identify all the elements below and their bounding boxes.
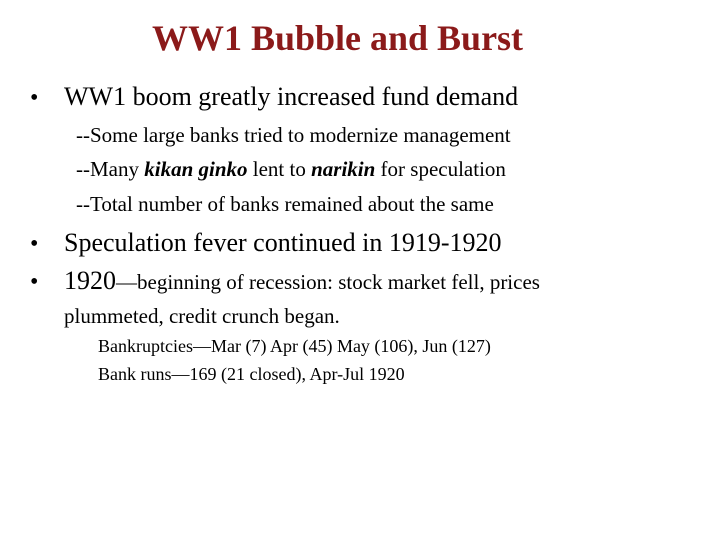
bullet-item-2: [30, 228, 502, 258]
bullet-icon: •: [30, 231, 39, 257]
sub-item-2-before: --Many: [76, 157, 145, 181]
term-kikan-ginko: kikan ginko: [144, 157, 248, 181]
term-narikin: narikin: [311, 157, 376, 181]
detail-line-bank-runs: Bank runs—169 (21 closed), Apr-Jul 1920: [98, 364, 405, 384]
detail-line-bankruptcies: Bankruptcies—Mar (7) Apr (45) May (106), Jun (127): [98, 336, 491, 356]
sub-item-2-middle: lent to: [247, 157, 312, 181]
bullet-item-1: [30, 82, 518, 112]
bullet-icon: •: [30, 269, 39, 295]
sub-item-2: [76, 157, 506, 182]
bullet-item-3: [30, 266, 540, 296]
bullet-text-3: [64, 266, 540, 296]
sub-item-3: --Total number of banks remained about the same: [76, 192, 494, 216]
bullet-icon: •: [30, 85, 39, 111]
slide-title: WW1 Bubble and Burst: [151, 18, 524, 58]
sub-item-1: --Some large banks tried to modernize management: [76, 123, 511, 147]
sub-item-2-after: for speculation: [375, 157, 506, 181]
bullet-3-lead: 1920: [64, 266, 116, 295]
bullet-3-continuation: plummeted, credit crunch began.: [64, 304, 340, 328]
bullet-text-1: WW1 boom greatly increased fund demand: [64, 82, 519, 111]
bullet-text-2: Speculation fever continued in 1919-1920: [64, 228, 502, 257]
bullet-3-rest: —beginning of recession: stock market fell, prices: [116, 270, 540, 294]
